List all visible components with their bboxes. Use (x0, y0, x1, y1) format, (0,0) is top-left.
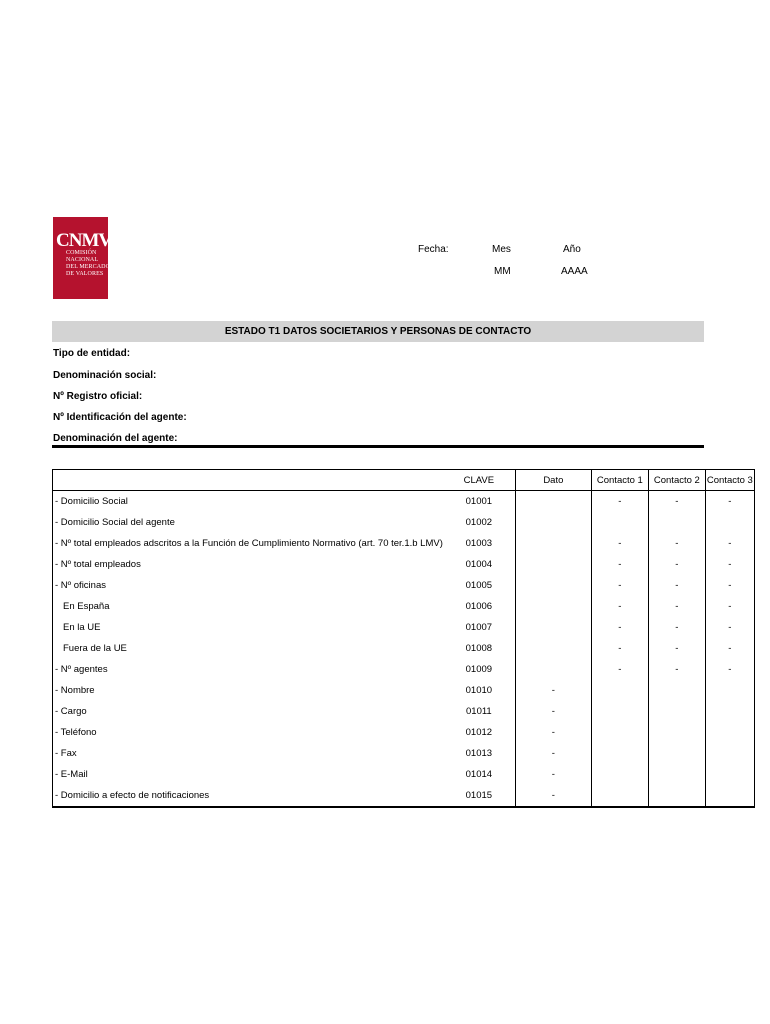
row-label: - Cargo (53, 701, 443, 722)
row-clave: 01005 (465, 580, 493, 591)
row-contacto-2[interactable]: - (648, 659, 705, 680)
row-contacto-3[interactable] (705, 680, 754, 701)
data-table (52, 469, 755, 808)
table-row (53, 701, 755, 722)
row-dato[interactable] (515, 533, 591, 554)
row-dato[interactable] (515, 491, 591, 513)
row-contacto-3[interactable] (705, 701, 754, 722)
row-contacto-2[interactable] (648, 764, 705, 785)
row-label: En España (53, 596, 443, 617)
row-dato[interactable]: - (515, 764, 591, 785)
row-contacto-3[interactable] (705, 785, 754, 807)
row-contacto-3[interactable]: - (705, 554, 754, 575)
table-row (53, 743, 755, 764)
logo-line-1: COMISIÓN (66, 250, 97, 256)
row-contacto-1[interactable]: - (591, 575, 648, 596)
row-label: En la UE (53, 617, 443, 638)
header-contacto-3: Contacto 3 (705, 470, 754, 491)
row-dato[interactable] (515, 617, 591, 638)
row-contacto-3[interactable] (705, 722, 754, 743)
header-contacto-2: Contacto 2 (648, 470, 705, 491)
table-row (53, 491, 755, 513)
header-contacto-1: Contacto 1 (591, 470, 648, 491)
row-label: - Domicilio Social del agente (53, 512, 443, 533)
row-contacto-3[interactable]: - (705, 617, 754, 638)
table-row (53, 680, 755, 701)
header-label-cell (53, 470, 443, 491)
table-row (53, 659, 755, 680)
row-label: - Nº total empleados adscritos a la Función de Cumplimiento Normativo (art. 70 ter.1.b LMV) (53, 533, 443, 554)
row-contacto-2[interactable] (648, 743, 705, 764)
row-contacto-2[interactable]: - (648, 533, 705, 554)
row-contacto-3[interactable] (705, 512, 754, 533)
row-label: - Nº oficinas (53, 575, 443, 596)
row-contacto-1[interactable] (591, 764, 648, 785)
row-clave: 01015 (443, 785, 516, 807)
row-contacto-1[interactable]: - (591, 638, 648, 659)
field-identificacion-agente: Nº Identificación del agente: (53, 412, 187, 423)
row-contacto-2[interactable] (648, 512, 705, 533)
row-contacto-2[interactable]: - (648, 617, 705, 638)
row-dato[interactable]: - (515, 743, 591, 764)
row-contacto-2[interactable]: - (648, 638, 705, 659)
row-contacto-1[interactable]: - (591, 617, 648, 638)
row-dato[interactable] (515, 512, 591, 533)
row-contacto-3[interactable] (705, 764, 754, 785)
table-row (53, 533, 755, 554)
anio-label: Año (563, 244, 581, 255)
row-clave: 01002 (465, 517, 493, 528)
row-contacto-1[interactable] (591, 785, 648, 807)
row-contacto-1[interactable]: - (591, 533, 648, 554)
header-clave: CLAVE (443, 470, 516, 491)
row-label: - Nombre (53, 680, 443, 701)
row-dato[interactable]: - (515, 722, 591, 743)
table-row (53, 638, 755, 659)
row-clave: 01003 (465, 538, 493, 549)
row-clave: 01004 (465, 559, 493, 570)
row-dato[interactable]: - (515, 701, 591, 722)
field-denominacion-agente: Denominación del agente: (53, 433, 178, 444)
row-contacto-1[interactable]: - (591, 554, 648, 575)
page-title: ESTADO T1 DATOS SOCIETARIOS Y PERSONAS DE CONTACTO (52, 321, 704, 342)
row-contacto-2[interactable]: - (648, 596, 705, 617)
section-divider (52, 445, 704, 448)
row-dato[interactable] (515, 554, 591, 575)
header-dato: Dato (515, 470, 591, 491)
row-label: - Nº total empleados (53, 554, 443, 575)
row-contacto-2[interactable] (648, 701, 705, 722)
table-row (53, 785, 755, 807)
row-dato[interactable] (515, 638, 591, 659)
row-contacto-1[interactable] (591, 680, 648, 701)
row-contacto-3[interactable]: - (705, 533, 754, 554)
logo-line-2: NACIONAL (66, 257, 99, 263)
row-contacto-2[interactable]: - (648, 491, 705, 513)
table-row (53, 596, 755, 617)
row-contacto-3[interactable]: - (705, 596, 754, 617)
row-contacto-2[interactable]: - (648, 575, 705, 596)
logo-line-3: DEL MERCADO (66, 264, 111, 270)
row-clave: 01010 (465, 685, 493, 696)
table-row (53, 617, 755, 638)
row-contacto-1[interactable] (591, 743, 648, 764)
row-label: - E-Mail (53, 764, 443, 785)
row-contacto-1[interactable] (591, 701, 648, 722)
row-clave: 01006 (465, 601, 493, 612)
table-row (53, 512, 755, 533)
logo-text: CNMV (56, 230, 112, 251)
cnmv-logo (53, 217, 112, 299)
row-dato[interactable]: - (515, 680, 591, 701)
row-clave: 01012 (465, 727, 493, 738)
row-contacto-2[interactable] (648, 680, 705, 701)
row-clave: 01009 (465, 664, 493, 675)
row-contacto-1[interactable] (591, 722, 648, 743)
table-row (53, 764, 755, 785)
row-contacto-1[interactable]: - (591, 596, 648, 617)
row-contacto-1[interactable] (591, 512, 648, 533)
row-contacto-1[interactable]: - (591, 659, 648, 680)
anio-value[interactable]: AAAA (561, 266, 588, 277)
logo-line-4: DE VALORES (66, 271, 104, 277)
row-contacto-2[interactable] (648, 785, 705, 807)
fecha-label: Fecha: (418, 244, 449, 255)
row-dato[interactable]: - (515, 785, 591, 807)
row-contacto-3[interactable]: - (705, 575, 754, 596)
table-row (53, 554, 755, 575)
row-dato[interactable] (515, 659, 591, 680)
row-label: - Domicilio a efecto de notificaciones (53, 785, 443, 807)
row-dato[interactable] (515, 575, 591, 596)
row-label: - Teléfono (53, 722, 443, 743)
row-contacto-3[interactable]: - (705, 659, 754, 680)
row-contacto-3[interactable] (705, 743, 754, 764)
row-label: - Nº agentes (53, 659, 443, 680)
table-row (53, 575, 755, 596)
field-tipo-entidad: Tipo de entidad: (53, 348, 131, 359)
mes-value[interactable]: MM (494, 266, 511, 277)
row-contacto-1[interactable]: - (591, 491, 648, 513)
field-denominacion-social: Denominación social: (53, 370, 157, 381)
table-header-row (53, 470, 755, 491)
field-registro-oficial: Nº Registro oficial: (53, 391, 143, 402)
row-clave: 01013 (465, 748, 493, 759)
row-contacto-3[interactable]: - (705, 638, 754, 659)
row-dato[interactable] (515, 596, 591, 617)
row-clave: 01007 (465, 622, 493, 633)
row-clave: 01011 (466, 706, 492, 717)
mes-label: Mes (492, 244, 511, 255)
row-clave: 01008 (465, 643, 493, 654)
row-clave: 01001 (465, 496, 493, 507)
row-clave: 01014 (465, 769, 493, 780)
row-contacto-2[interactable] (648, 722, 705, 743)
row-label: - Domicilio Social (53, 491, 443, 513)
table-row (53, 722, 755, 743)
row-label: Fuera de la UE (53, 638, 443, 659)
row-contacto-3[interactable]: - (705, 491, 754, 513)
row-label: - Fax (53, 743, 443, 764)
row-contacto-2[interactable]: - (648, 554, 705, 575)
